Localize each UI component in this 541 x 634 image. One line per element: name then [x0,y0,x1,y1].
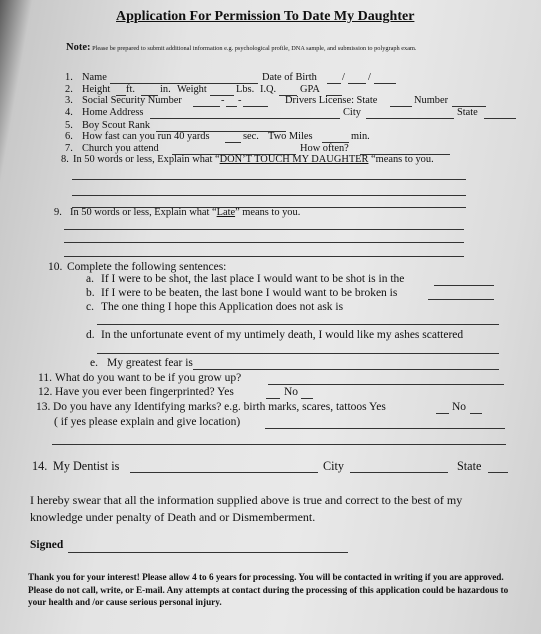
q2-in-label: in. [160,84,171,95]
q9-prompt: In 50 words or less, Explain what “ [70,207,217,218]
q2-iq-label: I.Q. [260,84,277,95]
q14-city-label: City [323,459,344,473]
q10-a-letter: a. [86,273,94,285]
q10-b-text: If I were to be beaten, the last bone I would want to be broken is [101,287,398,299]
q9-answer-line-1[interactable] [64,229,464,230]
q8-quoted-phrase: DON’T TOUCH MY DAUGHTER [219,154,369,165]
q10-e-letter: e. [90,357,98,369]
q8-prompt-end: “means to you. [368,154,434,165]
q4-state-label: State [457,107,478,118]
q10-a-text: If I were to be shot, the last place I would want to be shot is in the [101,273,405,285]
q3-ssn-field-1[interactable] [193,106,220,107]
q12-no-field[interactable] [301,398,313,399]
q2-weight-label: Weight [177,84,207,95]
q9-quoted-word: Late [216,207,236,218]
q4-state-field[interactable] [484,118,516,119]
q11-field[interactable] [268,384,504,385]
q12-no-label: No [284,386,299,398]
q7-number: 7. [65,143,73,154]
q3-ssn-field-3[interactable] [243,106,268,107]
q10-d-letter: d. [86,329,95,341]
q13-field-1[interactable] [265,428,505,429]
q3-ssn-field-2[interactable] [226,106,237,107]
q6-min-label: min. [351,131,370,142]
q8-answer-line-2[interactable] [72,195,466,196]
q10-d-text: In the unfortunate event of my untimely death, I would like my ashes scattered [101,329,464,341]
q2-height-label: Height [82,84,111,95]
q14-dentist-label: My Dentist is [53,459,120,473]
q10-c-letter: c. [86,301,94,313]
q3-ssn-dash: - [238,95,242,106]
signed-label: Signed [30,539,64,551]
q4-city-field[interactable] [366,118,454,119]
q1-dob-day-field[interactable] [348,83,366,84]
q14-dentist-field[interactable] [130,472,318,473]
q14-state-label: State [457,459,482,473]
q10-b-field[interactable] [428,299,494,300]
q10-number: 10. [48,261,63,273]
q6-40yd-label: How fast can you run 40 yards [82,131,210,142]
q7-church-label: Church you attend [82,143,159,154]
q8-number: 8. [61,154,69,165]
q1-number: 1. [65,72,73,83]
q4-number: 4. [65,107,73,118]
q4-address-label: Home Address [82,107,144,118]
q13-label: Do you have any Identifying marks? e.g. birth marks, scares, tattoos Yes [53,401,386,413]
q10-d-field[interactable] [97,353,499,354]
oath-text: I hereby swear that all the information supplied above is true and correct to the best of my knowledge under penalty of Death and or Dismemberment. [30,493,463,524]
q3-license-state-field[interactable] [390,106,412,107]
q10-c-text: The one thing I hope this Application does not ask is [101,301,344,313]
q3-number: 3. [65,95,73,106]
q5-number: 5. [65,120,73,131]
q6-number: 6. [65,131,73,142]
q12-yes-field[interactable] [266,398,280,399]
q10-lead: Complete the following sentences: [67,261,227,273]
q9-answer-line-3[interactable] [64,256,464,257]
form-title: Application For Permission To Date My Daughter [116,9,415,24]
q2-gpa-label: GPA [300,84,320,95]
q7-often-label: How often? [300,143,349,154]
q1-dob-month-field[interactable] [327,83,341,84]
q10-e-field[interactable] [193,369,499,370]
q6-sec-label: sec. [243,131,259,142]
q6-40yd-field[interactable] [225,142,241,143]
q8-prompt: In 50 words or less, Explain what “ [73,154,220,165]
note-block [66,42,496,55]
q1-dob-slash: / [342,72,345,83]
q12-number: 12. [38,386,53,398]
q13-yes-field[interactable] [436,413,449,414]
q13-field-2[interactable] [52,444,506,445]
q1-name-label: Name [82,72,107,83]
q2-number: 2. [65,84,73,95]
q13-number: 13. [36,401,51,413]
q13-sub-label: ( if yes please explain and give location) [54,416,241,428]
q4-city-label: City [343,107,361,118]
q9-number: 9. [54,207,62,218]
q10-b-letter: b. [86,287,95,299]
signature-field[interactable] [68,552,348,553]
q13-no-field[interactable] [470,413,482,414]
q3-license-label: Drivers License: State [285,95,378,106]
q9-prompt-end: ” means to you. [235,207,301,218]
note-text: Please be prepared to submit additional information e.g. psychological profile, DNA sample, and submission to polygraph exam. [92,45,417,52]
q10-c-field[interactable] [97,324,499,325]
q14-city-field[interactable] [350,472,448,473]
q11-number: 11. [38,372,52,384]
q2-lbs-label: Lbs. [236,84,255,95]
q6-two-miles-label: Two Miles [268,131,313,142]
q14-state-field[interactable] [488,472,508,473]
q9-answer-line-2[interactable] [64,242,464,243]
q8-answer-line-1[interactable] [72,179,466,180]
q3-ssn-dash: - [221,95,225,106]
q10-a-field[interactable] [434,285,494,286]
q12-label: Have you ever been fingerprinted? Yes [55,386,234,398]
q10-e-text: My greatest fear is [107,357,193,369]
q3-number-label: Number [414,95,449,106]
q2-ft-label: ft. [126,84,135,95]
q5-label: Boy Scout Rank [82,120,151,131]
q14-number: 14. [32,459,48,473]
q1-dob-slash: / [368,72,371,83]
q4-address-field[interactable] [150,118,340,119]
q11-label: What do you want to be if you grow up? [55,372,242,384]
note-label: Note: [66,42,91,53]
footer-disclaimer: Thank you for your interest! Please allow 4 to 6 years for processing. You will be contacted in writing if you are approved. Please do not call, write, or E-mail. Any attempts at contact during the processing of this application could be hazardous to your health and /or cause serious personal injury. [28,572,509,607]
q13-no-label: No [452,401,467,413]
q1-dob-year-field[interactable] [374,83,396,84]
q1-dob-label: Date of Birth [262,72,317,83]
q3-ssn-label: Social Security Number [82,95,182,106]
